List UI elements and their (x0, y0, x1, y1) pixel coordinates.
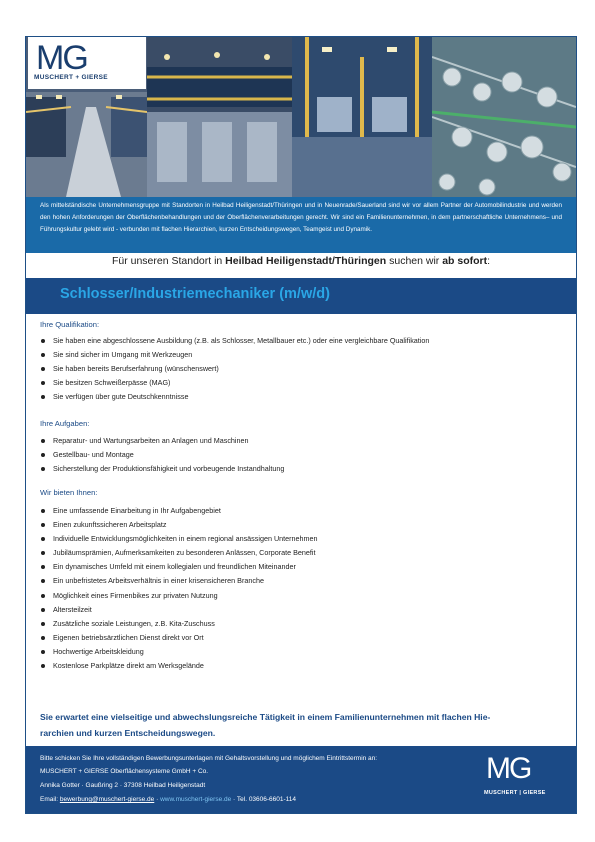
list-item: Sie sind sicher im Umgang mit Werkzeugen (40, 348, 429, 362)
job-title-bar (26, 278, 576, 314)
list-item: Ein dynamisches Umfeld mit einem kollegialen und freundlichen Miteinander (40, 560, 318, 574)
location-line (26, 255, 576, 267)
list-item: Sicherstellung der Produktionsfähigkeit und vorbeugende Instandhaltung (40, 462, 284, 476)
footer-company: MUSCHERT + GIERSE Oberflächensysteme GmbH + Co. (40, 768, 209, 775)
list-item: Individuelle Entwicklungsmöglichkeiten in einem regional ansässigen Unternehmen (40, 532, 318, 546)
location-pre: Für unseren Standort in (111, 255, 226, 267)
footer (26, 746, 576, 813)
list-item: Hochwertige Arbeitskleidung (40, 645, 318, 659)
company-intro: Als mittelständische Unternehmensgruppe mit Standorten in Heilbad Heiligenstadt/Thüringen und in Neuenrade/Sauerland sind wir vor allem Partner der Automobilindustrie und werden den hohen Anforderungen der Oberflächenbehandlungen und der Oberflächenverarbeitungen gerecht. Wir sind ein Familienunternehmen, in dem partnerschaftliche Unternehmens– und Führungskultur gelebt wird - verbunden mit flachen Hierarchien, kurzen Entscheidungswegen, Teamgeist und Dynamik. (26, 197, 576, 253)
company-logo (28, 37, 146, 89)
location-city: Heilbad Heiligenstadt/Thüringen (225, 255, 387, 267)
closing-line-1: Sie erwartet eine vielseitige und abwechslungsreiche Tätigkeit in einem Familienunternehmen mit flachen Hie- (40, 712, 491, 722)
list-item: Altersteilzeit (40, 603, 318, 617)
footer-contact (40, 796, 296, 803)
job-title: Schlosser/Industriemechaniker (m/w/d) (60, 286, 330, 302)
parts-photo (432, 37, 576, 197)
list-item: Sie haben eine abgeschlossene Ausbildung (z.B. als Schlosser, Metallbauer etc.) oder eine vergleichbare Qualifikation (40, 334, 429, 348)
list-item: Reparatur- und Wartungsarbeiten an Anlagen und Maschinen (40, 434, 284, 448)
list-item: Sie besitzen Schweißerpässe (MAG) (40, 376, 429, 390)
factory-photo-3 (292, 37, 432, 197)
list-item: Kostenlose Parkplätze direkt am Werksgelände (40, 659, 318, 673)
list-item: Eine umfassende Einarbeitung in Ihr Aufgabengebiet (40, 504, 318, 518)
website-link[interactable]: www.muschert-gierse.de (160, 796, 232, 803)
list-item: Sie verfügen über gute Deutschkenntnisse (40, 390, 429, 404)
bieten-heading: Wir bieten Ihnen: (40, 488, 98, 497)
aufgaben-list (40, 434, 284, 476)
location-mid: suchen wir (386, 255, 443, 267)
list-item: Eigenen betriebsärztlichen Dienst direkt vor Ort (40, 631, 318, 645)
aufgaben-heading: Ihre Aufgaben: (40, 419, 90, 428)
closing-line-2: rarchien und kurzen Entscheidungswegen. (40, 728, 216, 738)
qualifikation-heading: Ihre Qualifikation: (40, 320, 100, 329)
email-link[interactable]: bewerbung@muschert-gierse.de (59, 796, 155, 803)
list-item: Sie haben bereits Berufserfahrung (wünschenswert) (40, 362, 429, 376)
logo-subtitle: MUSCHERT + GIERSE (34, 74, 108, 81)
footer-instructions: Bitte schicken Sie Ihre vollständigen Bewerbungsunterlagen mit Gehaltsvorstellung und möglichem Eintrittstermin an: (40, 755, 378, 762)
list-item: Gestellbau- und Montage (40, 448, 284, 462)
list-item: Einen zukunftssicheren Arbeitsplatz (40, 518, 318, 532)
location-post: : (487, 255, 491, 267)
qualifikation-list (40, 334, 429, 404)
footer-logo-mark: MG (486, 752, 531, 785)
footer-logo (484, 754, 562, 802)
footer-logo-subtitle: MUSCHERT | GIERSE (484, 790, 546, 796)
bieten-list (40, 504, 318, 673)
factory-photo-2 (147, 37, 292, 197)
list-item: Jubiläumsprämien, Aufmerksamkeiten zu besonderen Anlässen, Corporate Benefit (40, 546, 318, 560)
logo-mark: MG (36, 39, 87, 77)
phone-number: · Tel. 03606-6601-114 (231, 796, 297, 803)
footer-address: Annika Gotter · Gaußring 2 · 37308 Heilbad Heiligenstadt (40, 782, 206, 789)
location-start: ab sofort (442, 255, 488, 267)
closing-statement (40, 709, 560, 741)
list-item: Zusätzliche soziale Leistungen, z.B. Kita-Zuschuss (40, 617, 318, 631)
email-label: Email: (40, 796, 60, 803)
contact-separator: · (154, 796, 161, 803)
list-item: Ein unbefristetes Arbeitsverhältnis in einer krisensicheren Branche (40, 574, 318, 588)
list-item: Möglichkeit eines Firmenbikes zur privaten Nutzung (40, 589, 318, 603)
